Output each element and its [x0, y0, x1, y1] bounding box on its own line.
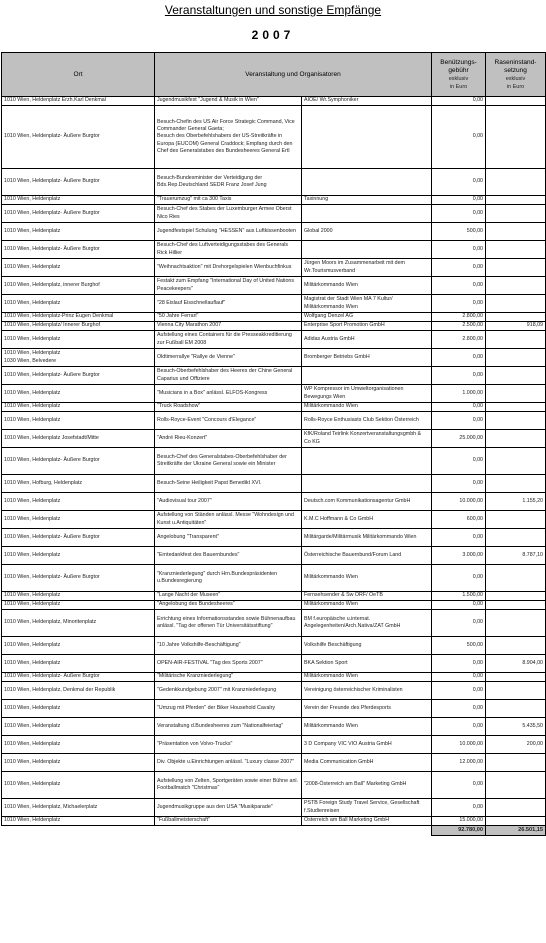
- cell-organisator: 3 D Company VIC VIO Austria GmbH: [302, 736, 432, 754]
- cell-rasen: [486, 385, 546, 403]
- cell-rasen: [486, 475, 546, 493]
- cell-organisator: Militärkommando Wien: [302, 403, 432, 412]
- cell-veranstaltung: "Weihnachtsaktion" mit Drehorgelspielen Wienbuchfinkus: [155, 259, 302, 277]
- cell-ort: 1010 Wien, Heldenplatz: [2, 223, 155, 241]
- cell-veranstaltung: Besuch-Chef des Luftverteidigungsstabes des Generals Rick Hillier: [155, 241, 302, 259]
- table-row: [2, 673, 546, 682]
- cell-gebuehr: 15.000,00: [432, 817, 486, 826]
- cell-veranstaltung: Festakt zum Empfang "International Day of United Nations Peacekeepers": [155, 277, 302, 295]
- cell-veranstaltung: Besuch-Oberbefehlshaber des Heeres der Chine General Caparius und Offiziere: [155, 367, 302, 385]
- cell-rasen: [486, 592, 546, 601]
- table-row: [2, 799, 546, 817]
- cell-rasen: [486, 673, 546, 682]
- cell-organisator: Enterprise Sport Promotion GmbH: [302, 322, 432, 331]
- cell-ort: 1010 Wien, Heldenplatz Erzh.Karl Denkmal: [2, 97, 155, 106]
- cell-gebuehr: 0,00: [432, 412, 486, 430]
- cell-gebuehr: 0,00: [432, 772, 486, 799]
- cell-organisator: Militärkommando Wien: [302, 277, 432, 295]
- table-row: [2, 196, 546, 205]
- cell-rasen: [486, 313, 546, 322]
- cell-veranstaltung: "28 Eislauf Eisschnellauflauf": [155, 295, 302, 313]
- cell-gebuehr: 0,00: [432, 367, 486, 385]
- cell-rasen: [486, 601, 546, 610]
- cell-veranstaltung: Besuch-Chefin des US Air Force Strategic Command, Vice Commander General Gaeta; Besuch des Oberbefehlshabers der US-Streitkräfte in Europa (EUCOM) General Craddock; Empfang durch den Chef des Generalstabes des Bundesheeres General Ertl: [155, 106, 302, 169]
- cell-ort: 1010 Wien, Heldenplatz/ Innerer Burghof: [2, 322, 155, 331]
- table-row: [2, 817, 546, 826]
- cell-organisator: Militärkommando Wien: [302, 601, 432, 610]
- table-row: [2, 367, 546, 385]
- cell-rasen: 200,00: [486, 736, 546, 754]
- cell-veranstaltung: Oldtimerrallye "Rallye de Vienne": [155, 349, 302, 367]
- cell-rasen: [486, 97, 546, 106]
- cell-rasen: 8.787,10: [486, 547, 546, 565]
- cell-gebuehr: 500,00: [432, 223, 486, 241]
- cell-organisator: Vereinigung österreichischer Kriminalisten: [302, 682, 432, 700]
- cell-ort: 1010 Wien, Heldenplatz Josefstadt/Mitte: [2, 430, 155, 448]
- cell-veranstaltung: Jugendmusikfest "Jugend & Musik in Wien": [155, 97, 302, 106]
- cell-gebuehr: 0,00: [432, 169, 486, 196]
- cell-veranstaltung: Veranstaltung d.Bundesheeres zum "Nationalfeiertag": [155, 718, 302, 736]
- cell-gebuehr: 0,00: [432, 106, 486, 169]
- cell-gebuehr: 0,00: [432, 241, 486, 259]
- cell-organisator: Österreich am Ball Marketing GmbH: [302, 817, 432, 826]
- cell-organisator: Taxinnung: [302, 196, 432, 205]
- cell-veranstaltung: Div. Objekte u.Einrichtungen anlässl. "Luxury classe 2007": [155, 754, 302, 772]
- cell-organisator: Militärgarde/Militärmusik Militärkommando Wien: [302, 529, 432, 547]
- cell-rasen: [486, 367, 546, 385]
- cell-gebuehr: 0,00: [432, 277, 486, 295]
- cell-ort: 1010 Wien, Heldenplatz: [2, 295, 155, 313]
- cell-gebuehr: 12.000,00: [432, 754, 486, 772]
- table-row: [2, 529, 546, 547]
- cell-ort: 1010 Wien, Heldenplatz: [2, 601, 155, 610]
- cell-veranstaltung: "Präsentation von Volvo-Trucks": [155, 736, 302, 754]
- totals-blank-2: [155, 826, 302, 836]
- cell-gebuehr: 0,00: [432, 475, 486, 493]
- table-row: [2, 493, 546, 511]
- cell-gebuehr: 0,00: [432, 700, 486, 718]
- cell-veranstaltung: Errichtung eines Informationsstandes sowie Bühnenaufbau anlässl. "Tag der offenen Tür Universitätsstiftung": [155, 610, 302, 637]
- cell-gebuehr: 0,00: [432, 448, 486, 475]
- cell-ort: 1010 Wien, Heldenplatz: [2, 412, 155, 430]
- cell-ort: 1010 Wien, Heldenplatz, innerer Burghof: [2, 277, 155, 295]
- cell-organisator: Bromberger Betriebs GmbH: [302, 349, 432, 367]
- cell-veranstaltung: "Lange Nacht der Museen": [155, 592, 302, 601]
- cell-organisator: BM f.europäische u.internat. Angelegenheiten/Arch.Nativa/ZAT GmbH: [302, 610, 432, 637]
- cell-veranstaltung: Aufstellung von Ständen anlässl. Messe "Wohndesign und Kunst u.Antiquitäten": [155, 511, 302, 529]
- cell-veranstaltung: Vienna City Marathon 2007: [155, 322, 302, 331]
- cell-organisator: Militärkommando Wien: [302, 565, 432, 592]
- cell-rasen: [486, 610, 546, 637]
- cell-rasen: [486, 349, 546, 367]
- cell-gebuehr: 0,00: [432, 97, 486, 106]
- cell-ort: 1010 Wien, Heldenplatz, Michaelerplatz: [2, 799, 155, 817]
- table-header-row: [2, 53, 546, 97]
- cell-ort: 1010 Wien, Heldenplatz: [2, 754, 155, 772]
- cell-rasen: [486, 169, 546, 196]
- page-title: Veranstaltungen und sonstige Empfänge: [164, 3, 382, 17]
- cell-ort: 1010 Wien, Heldenplatz: [2, 511, 155, 529]
- cell-organisator: BKA Sektion Sport: [302, 655, 432, 673]
- cell-rasen: [486, 637, 546, 655]
- table-row: [2, 700, 546, 718]
- cell-ort: 1010 Wien, Heldenplatz- Äußere Burgtor: [2, 205, 155, 223]
- cell-gebuehr: 0,00: [432, 673, 486, 682]
- cell-gebuehr: 0,00: [432, 799, 486, 817]
- cell-gebuehr: 0,00: [432, 295, 486, 313]
- cell-veranstaltung: "Militärische Kranzniederlegung": [155, 673, 302, 682]
- cell-veranstaltung: Besuch-Seine Heiligkeit Papst Benedikt XVI.: [155, 475, 302, 493]
- table-row: [2, 565, 546, 592]
- cell-ort: 1010 Wien, Heldenplatz- Äußere Burgtor: [2, 673, 155, 682]
- table-row: [2, 313, 546, 322]
- cell-organisator: [302, 367, 432, 385]
- table-row: [2, 205, 546, 223]
- cell-rasen: [486, 205, 546, 223]
- cell-rasen: [486, 754, 546, 772]
- cell-veranstaltung: "Truck Roadshow": [155, 403, 302, 412]
- cell-rasen: [486, 700, 546, 718]
- cell-ort: 1010 Wien, Heldenplatz-Prinz Eugen Denkmal: [2, 313, 155, 322]
- cell-ort: 1010 Wien, Heldenplatz- Äußere Burgtor: [2, 367, 155, 385]
- cell-veranstaltung: Jugendmusikgruppe aus den USA "Musikparade": [155, 799, 302, 817]
- cell-organisator: [302, 241, 432, 259]
- cell-rasen: [486, 412, 546, 430]
- cell-ort: 1010 Wien, Heldenplatz: [2, 259, 155, 277]
- cell-organisator: Rolls-Royce Enthusiasts Club Sektion Österreich: [302, 412, 432, 430]
- table-row: [2, 736, 546, 754]
- cell-organisator: KfK/Roland Teirlink Konzertveranstaltungsgmbh & Co KG: [302, 430, 432, 448]
- cell-ort: 1010 Wien, Heldenplatz: [2, 196, 155, 205]
- cell-rasen: 8.904,00: [486, 655, 546, 673]
- table-row: [2, 448, 546, 475]
- cell-ort: 1010 Wien, Heldenplatz, Denkmal der Republik: [2, 682, 155, 700]
- cell-veranstaltung: "Kranzniederlegung" durch Hrn.Bundespräsidenten u.Bundesregierung: [155, 565, 302, 592]
- cell-rasen: 1.155,20: [486, 493, 546, 511]
- cell-rasen: [486, 241, 546, 259]
- cell-organisator: [302, 169, 432, 196]
- table-row: [2, 430, 546, 448]
- header-gebuehr-sub2: in Euro: [449, 83, 468, 90]
- cell-gebuehr: 0,00: [432, 259, 486, 277]
- table-row: [2, 277, 546, 295]
- table-row: [2, 592, 546, 601]
- table-row: [2, 682, 546, 700]
- cell-gebuehr: 0,00: [432, 205, 486, 223]
- cell-veranstaltung: "Gedenkkundgebung 2007" mit Kranzniederlegung: [155, 682, 302, 700]
- cell-organisator: Adidas Austria GmbH: [302, 331, 432, 349]
- table-row: [2, 610, 546, 637]
- table-row: [2, 772, 546, 799]
- cell-ort: 1010 Wien, Heldenplatz: [2, 403, 155, 412]
- cell-ort: 1010 Wien, Heldenplatz- Äußere Burgtor: [2, 448, 155, 475]
- cell-ort: 1010 Wien, Heldenplatz: [2, 385, 155, 403]
- cell-gebuehr: 10.000,00: [432, 736, 486, 754]
- total-gebuehr: 92.780,00: [432, 826, 486, 836]
- cell-organisator: AIOE/ Wr.Symphoniker: [302, 97, 432, 106]
- cell-ort: 1010 Wien, Heldenplatz- Äußere Burgtor: [2, 169, 155, 196]
- cell-ort: 1010 Wien, Heldenplatz: [2, 772, 155, 799]
- cell-organisator: PSTB Foreign Study Travel Service, Gesellschaft f.Studienreisen: [302, 799, 432, 817]
- cell-veranstaltung: "50 Jahre Ferrari": [155, 313, 302, 322]
- cell-gebuehr: 1.500,00: [432, 592, 486, 601]
- cell-organisator: Jürgen Moors im Zusammenarbeit mit dem Wr.Tourismusverband: [302, 259, 432, 277]
- header-rasen: [486, 53, 546, 97]
- cell-rasen: [486, 295, 546, 313]
- cell-gebuehr: 600,00: [432, 511, 486, 529]
- cell-gebuehr: 3.000,00: [432, 547, 486, 565]
- cell-gebuehr: 0,00: [432, 718, 486, 736]
- cell-veranstaltung: Jugendfestspiel Schulung "HESSEN" aus Luftkissenbooten: [155, 223, 302, 241]
- cell-veranstaltung: "Angelobung des Bundesheeres": [155, 601, 302, 610]
- cell-rasen: [486, 106, 546, 169]
- header-gebuehr-sub1: exklusiv: [448, 75, 469, 82]
- cell-organisator: Fernsehsender & Sw ORF/ OeTB: [302, 592, 432, 601]
- cell-ort: 1010 Wien, Heldenplatz: [2, 547, 155, 565]
- table-row: [2, 331, 546, 349]
- cell-organisator: Militärkommando Wien: [302, 718, 432, 736]
- cell-organisator: Volkshilfe Beschäftigung: [302, 637, 432, 655]
- table-row: [2, 241, 546, 259]
- cell-gebuehr: 0,00: [432, 655, 486, 673]
- cell-gebuehr: 2.800,00: [432, 331, 486, 349]
- cell-ort: 1010 Wien, Heldenplatz: [2, 655, 155, 673]
- table-row: [2, 655, 546, 673]
- cell-ort: 1010 Wien, Heldenplatz: [2, 700, 155, 718]
- table-row: [2, 106, 546, 169]
- totals-blank-1: [2, 826, 155, 836]
- cell-gebuehr: 0,00: [432, 610, 486, 637]
- totals-blank-3: [302, 826, 432, 836]
- totals-row: [2, 826, 546, 836]
- cell-organisator: Magistrat der Stadt Wien MA 7 Kultur/ Militärkommando Wien: [302, 295, 432, 313]
- cell-gebuehr: 10.000,00: [432, 493, 486, 511]
- cell-rasen: [486, 448, 546, 475]
- cell-veranstaltung: OPEN-AIR-FESTIVAL "Tag des Sports 2007": [155, 655, 302, 673]
- cell-ort: 1010 Wien, Heldenplatz- Äußere Burgtor: [2, 106, 155, 169]
- cell-ort: 1010 Wien, Heldenplatz: [2, 637, 155, 655]
- cell-ort: 1010 Wien, Heldenplatz 1030 Wien, Belvedere: [2, 349, 155, 367]
- table-row: [2, 97, 546, 106]
- cell-veranstaltung: "Audiovisual tour 2007": [155, 493, 302, 511]
- table-row: [2, 475, 546, 493]
- header-rasen-label: Raseninstand-setzung: [494, 58, 537, 74]
- cell-veranstaltung: "Fußballmeisterschaft": [155, 817, 302, 826]
- cell-organisator: [302, 106, 432, 169]
- cell-organisator: Wolfgang Denzel AG: [302, 313, 432, 322]
- cell-gebuehr: 2.800,00: [432, 313, 486, 322]
- table-row: [2, 547, 546, 565]
- cell-ort: 1010 Wien, Heldenplatz: [2, 817, 155, 826]
- cell-rasen: 918,09: [486, 322, 546, 331]
- table-row: [2, 322, 546, 331]
- cell-veranstaltung: Angelobung "Transparent": [155, 529, 302, 547]
- cell-organisator: [302, 448, 432, 475]
- cell-rasen: [486, 277, 546, 295]
- cell-veranstaltung: Aufstellung von Zelten, Sportgeräten sowie einer Bühne anl. Footballmatch "Christmas": [155, 772, 302, 799]
- table-row: [2, 601, 546, 610]
- table-row: [2, 259, 546, 277]
- cell-gebuehr: 0,00: [432, 196, 486, 205]
- cell-veranstaltung: "Musicians in a Box" anlässl. ELFOS-Kongress: [155, 385, 302, 403]
- header-veranstaltung: Veranstaltung und Organisatoren: [155, 53, 432, 97]
- cell-rasen: [486, 817, 546, 826]
- cell-organisator: [302, 475, 432, 493]
- table-row: [2, 403, 546, 412]
- table-row: [2, 754, 546, 772]
- cell-ort: 1010 Wien, Heldenplatz- Äußere Burgtor: [2, 241, 155, 259]
- cell-gebuehr: 0,00: [432, 601, 486, 610]
- cell-rasen: [486, 196, 546, 205]
- cell-organisator: Deutsch.com Kommunikationsagentur GmbH: [302, 493, 432, 511]
- cell-rasen: [486, 331, 546, 349]
- table-row: [2, 718, 546, 736]
- cell-ort: 1010 Wien, Heldenplatz: [2, 718, 155, 736]
- cell-veranstaltung: Besuch-Chef des Generalstabes-Oberbefehlshaber der Streitkräfte der Ukraine General sowie ein Minister: [155, 448, 302, 475]
- cell-ort: 1010 Wien, Heldenplatz: [2, 592, 155, 601]
- cell-gebuehr: 0,00: [432, 403, 486, 412]
- cell-veranstaltung: "Umzug mit Pferden" der Biker Household Cavalry: [155, 700, 302, 718]
- table-row: [2, 295, 546, 313]
- header-gebuehr: [432, 53, 486, 97]
- cell-organisator: "2008-Österreich am Ball" Marketing GmbH: [302, 772, 432, 799]
- cell-rasen: [486, 529, 546, 547]
- cell-rasen: [486, 403, 546, 412]
- cell-ort: 1010 Wien, Heldenplatz: [2, 493, 155, 511]
- cell-veranstaltung: Rolls-Royce-Event "Concours d'Elegance": [155, 412, 302, 430]
- cell-organisator: WP Kompressor im Umweltorganisationen Bewegungs Wien: [302, 385, 432, 403]
- table-row: [2, 169, 546, 196]
- cell-rasen: [486, 565, 546, 592]
- cell-rasen: [486, 772, 546, 799]
- cell-organisator: K.M.C Hoffmann & Co GmbH: [302, 511, 432, 529]
- events-table: [1, 52, 546, 836]
- cell-rasen: [486, 430, 546, 448]
- table-row: [2, 223, 546, 241]
- cell-organisator: [302, 205, 432, 223]
- cell-organisator: Österreichische Bauernbund/Forum Land: [302, 547, 432, 565]
- cell-gebuehr: 25.000,00: [432, 430, 486, 448]
- cell-gebuehr: 2.500,00: [432, 322, 486, 331]
- cell-rasen: 5.435,50: [486, 718, 546, 736]
- cell-veranstaltung: "Erntedankfest des Bauernbundes": [155, 547, 302, 565]
- cell-ort: 1010 Wien, Heldenplatz: [2, 736, 155, 754]
- cell-rasen: [486, 511, 546, 529]
- cell-veranstaltung: "10 Jahre Volkshilfe-Beschäftigung": [155, 637, 302, 655]
- header-ort: Ort: [2, 53, 155, 97]
- cell-organisator: Militärkommando Wien: [302, 673, 432, 682]
- total-rasen: 26.501,15: [486, 826, 546, 836]
- table-row: [2, 412, 546, 430]
- cell-rasen: [486, 799, 546, 817]
- cell-gebuehr: 1.000,00: [432, 385, 486, 403]
- cell-gebuehr: 0,00: [432, 565, 486, 592]
- cell-rasen: [486, 223, 546, 241]
- cell-veranstaltung: Aufstellung eines Containers für die Presseakkreditierung zur Fußball EM 2008: [155, 331, 302, 349]
- header-gebuehr-label: Benützungs-gebühr: [440, 58, 477, 74]
- page-year: 2007: [251, 28, 295, 42]
- cell-ort: 1010 Wien, Heldenplatz- Äußere Burgtor: [2, 565, 155, 592]
- table-row: [2, 349, 546, 367]
- header-rasen-sub2: in Euro: [506, 83, 525, 90]
- table-row: [2, 637, 546, 655]
- cell-organisator: Global 2000: [302, 223, 432, 241]
- cell-veranstaltung: Besuch-Bundesminister der Verteidigung der Bds.Rep.Deutschland SEDR Franz Josef Jung: [155, 169, 302, 196]
- cell-rasen: [486, 259, 546, 277]
- cell-ort: 1010 Wien, Heldenplatz, Minoritenplatz: [2, 610, 155, 637]
- cell-veranstaltung: Besuch-Chef des Stabes der Luxemburger Armee Oberst Nico Ries: [155, 205, 302, 223]
- cell-rasen: [486, 682, 546, 700]
- header-rasen-sub1: exklusiv: [505, 75, 526, 82]
- cell-organisator: Verein der Freunde des Pferdesports: [302, 700, 432, 718]
- cell-ort: 1010 Wien, Heldenplatz- Äußere Burgtor: [2, 529, 155, 547]
- cell-veranstaltung: "André Rieu-Konzert": [155, 430, 302, 448]
- cell-ort: 1010 Wien, Heldenplatz: [2, 331, 155, 349]
- cell-ort: 1010 Wien, Hofburg, Heldenplatz: [2, 475, 155, 493]
- cell-gebuehr: 0,00: [432, 682, 486, 700]
- cell-organisator: Media Communication GmbH: [302, 754, 432, 772]
- cell-gebuehr: 0,00: [432, 349, 486, 367]
- cell-gebuehr: 500,00: [432, 637, 486, 655]
- cell-veranstaltung: "Trauerumzug" mit ca 300 Taxis: [155, 196, 302, 205]
- table-row: [2, 511, 546, 529]
- cell-gebuehr: 0,00: [432, 529, 486, 547]
- table-row: [2, 385, 546, 403]
